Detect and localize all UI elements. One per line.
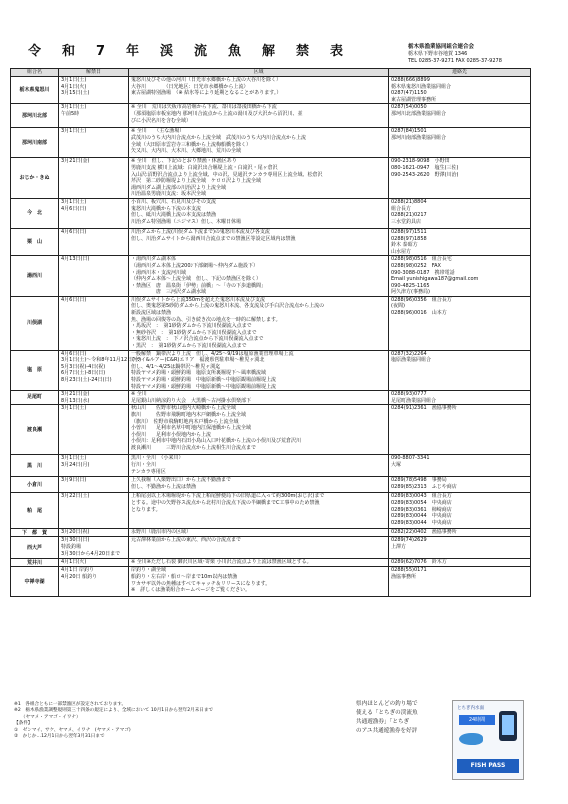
area-cell (129, 77, 389, 104)
area-cell (129, 256, 389, 297)
release-date: 4月6日(日) (59, 228, 129, 255)
badge-top: とちぎ内水面 (457, 706, 484, 711)
area-line: 小曽川 足利市名草中町地内江保池橋から上流全域 (131, 425, 252, 432)
table-row (11, 104, 531, 128)
release-date: 3月1日(土) 4月1日(火) 3月15日(土) (59, 77, 129, 104)
promo-line: のアユ共通遊漁券を好評 (356, 728, 418, 734)
area-cell (129, 296, 389, 350)
contact-line: 090-4825-1165 (391, 282, 430, 289)
release-date: 3月30日(日) 特設釣場 3月30日から4月20日まで (59, 537, 129, 559)
footnote: （ヤマメ・アマゴ・イワナ） (14, 714, 81, 720)
contact-line: 0287(47)1150 (391, 90, 427, 97)
area-line: 川治温泉男鹿川支流：坂本沢全域 (131, 191, 207, 198)
contact-line: 0284(91)2361 漁協事務所 (391, 405, 457, 412)
contact-line: 0288(97)1511 (391, 228, 427, 235)
area-cell (129, 104, 389, 128)
area-line: ※ 全川※ただし石裂 御沢川区域･寄栗 小川沢合流点より上流は禁漁区域とする。 (131, 559, 312, 566)
area-line: ※ 詳しくは漁業組合ホームページをご覧ください。 (131, 587, 251, 594)
union-name: 小倉川 (11, 477, 59, 493)
release-date: 3月1日(土) 3月24日(月) (59, 455, 129, 477)
header-date: 解禁日 (59, 69, 129, 77)
area-line: ※ 全川 但し、下記のとおり禁漁・休漁区あり (131, 158, 237, 165)
contact-line: 鈴木 泰昭方 (391, 242, 418, 249)
contact-line: 足尾町漁業協同組合 (391, 397, 437, 404)
contact-line: 0288(98)0252 FAX (391, 262, 441, 269)
union-name: 栃木県鬼怒川 (11, 77, 59, 104)
area-line: ・湯西川ダム湖本体 (131, 256, 177, 263)
release-date: 4月13日(日) (59, 256, 129, 297)
table-row (11, 158, 531, 199)
union-name: 荒井川 (11, 559, 59, 567)
fish-pass-badge[interactable] (452, 700, 524, 780)
area-line: 唐 三河沢ダム湖水域 (131, 289, 207, 296)
contact-line: 0289(83)0044 中央商店 (391, 513, 452, 520)
release-date: 3月9日(日) (59, 477, 129, 493)
area-cell (129, 559, 389, 567)
contact-line: 那珂川南部漁業協同組合 (391, 134, 447, 141)
contact-cell (389, 529, 531, 537)
area-line: 元古澤林業前から上流の東沢、西沢の合流点まで (131, 537, 242, 544)
table-row (11, 559, 531, 567)
area-line: ・黒沢 ： 第1砂防ダムから下流川俣湖流入点まで (131, 343, 247, 350)
area-line: ・禁漁区 唐 温泉街「伊勢」前橋」～「寺の下歩道橋間」 (131, 282, 267, 289)
area-line: 但し、砥川大滝橋上流の本支流は禁漁 (131, 212, 217, 219)
union-name: 今 北 (11, 198, 59, 228)
contact-line: 三水堂釣具店 (391, 218, 422, 225)
contact-line: 0287(32)2264 (391, 350, 427, 357)
contact-line: 山水屋方 (391, 248, 412, 255)
promo-line: 使える「とちぎの渓流魚 (356, 710, 418, 716)
release-date: 3月22日(土) (59, 493, 129, 529)
contact-line: 0288(98)0516 組合長宅 (391, 256, 452, 263)
promo-line: 県内ほとんどの釣り場で (356, 701, 418, 707)
table-row (11, 493, 531, 529)
area-line: 岸釣り・湖全域 (131, 567, 167, 574)
table-row (11, 350, 531, 391)
area-line: （那須塩原市板室地内 那珂川合流点から上流の湯川及び大沢から沼沢川、並 (131, 110, 303, 117)
area-line: 矢又川、大内川、大木川、大郷地川、荒川の全域 (131, 148, 242, 155)
release-date: 3月1日(土) (59, 128, 129, 158)
union-name: 塩 原 (11, 350, 59, 391)
contact-line: 0288(93)0777 (391, 391, 427, 398)
release-date: 4月6日(日) 3月1日(土)～令和8年11月12日(水) 5月3日(祝)-4日(祝) 6月7日(土)-8日(日) 8月23日(土)-24日(日) (59, 350, 129, 391)
contact-line: 塩原漁業協同組合 (391, 357, 432, 364)
area-cell (129, 529, 389, 537)
table-header-row (11, 69, 531, 77)
contact-line: 0287(54)0050 (391, 104, 427, 111)
area-line: 上粕尾羽以上木場堰堤から下流上粕尾鮮便局下の旧県道に入って約300m(おじ沢)まで (131, 493, 325, 500)
area-line: テンカラ専用区 (131, 468, 166, 475)
header-union: 組合名 (11, 69, 59, 77)
area-line: 男鹿川支流 横川上流域：白滝沢出合堰堤上流・白滝沢・尾ヶ倉沢 (131, 164, 278, 171)
union-name: 中禅寺湖 (11, 567, 59, 597)
contact-line: 080-1621-0947 塩生(三佐) (391, 164, 459, 171)
area-line: ワカサギ以外の魚種はすべてキャッチ＆リリースになります。 (131, 580, 271, 587)
area-line: 魚、漁場の回復等の為、引き続き次の地点を一時的に解禁します。 (131, 316, 281, 323)
area-line: ・鬼怒川上流 ： 下ノ沢合流点から下流川俣湖流入点まで (131, 336, 264, 343)
table-row (11, 567, 531, 597)
contact-cell (389, 77, 531, 104)
union-name: 西大芦 (11, 537, 59, 559)
area-line: 船釣り・左右岸・船ロ～岸まで10m以内は禁漁 (131, 573, 238, 580)
contact-line: 0289(83)0043 組合長方 (391, 493, 452, 500)
area-cell (129, 567, 389, 597)
contact-line: 0289(85)2313 ふじや商店 (391, 483, 457, 490)
area-line: 一般解禁 鍋帯沢より上流 但し、4/25～9/19は塩原漁業管理車場上流 (131, 350, 294, 357)
contact-line: 0288(666)8899 (391, 77, 430, 83)
footnote: ① ゼンマイ、サケ、ヤマメ、イワナ (ヤマメ・アマゴ) (14, 727, 131, 733)
area-line: ・馬坂沢 ： 第1砂防ダムから下流川俣湖流入点まで (131, 323, 252, 330)
area-line: ※ 全川 荒川は矢板市高岩堰から下流、箒川は箒浅田橋から下流 (131, 104, 277, 111)
release-date: 3月20日(祝) (59, 529, 129, 537)
contact-cell (389, 104, 531, 128)
area-line: 芹沢 第二砂防堰堤より上流全域 ケロロ沢より上流全域 (131, 178, 262, 185)
contact-line: 0288(96)0016 山本方 (391, 310, 447, 317)
contact-line: 090-2543-2620 野澤(川治) (391, 171, 459, 178)
contact-cell (389, 477, 531, 493)
table-row (11, 391, 531, 405)
contact-line: 090-2318-9098 小野田 (391, 158, 450, 165)
area-line: （旗川） 佐野市飛駒町地内木戸橋から上流全域 (131, 418, 239, 425)
contact-cell (389, 559, 531, 567)
table-body (11, 77, 531, 597)
area-line: 但し、不勤漁から上流は禁漁 (131, 483, 197, 490)
smartphone-icon (499, 711, 517, 741)
area-line: 特設ヤマメ釣場・頭鮮釣場 中塩原新橋～中塩原観場前堰堤上流 (131, 383, 277, 390)
table-row (11, 128, 531, 158)
contact-line: 阿久津方(事務局) (391, 289, 430, 296)
area-cell (129, 391, 389, 405)
area-line: 東古屋湖特別漁場 （※ 結氷等により延期となることがあります。） (131, 90, 282, 97)
badge-name: FISH PASS (457, 759, 519, 773)
contact-cell (389, 296, 531, 350)
area-line: 鬼怒川大滝橋から下流の本支流 (131, 205, 202, 212)
contact-line: 0288(55)0171 (391, 567, 427, 574)
area-line: 旗川 佐野市飛駒町地内木戸網橋から上流全域 (131, 411, 247, 418)
area-line: 武茂川のうち大内川合流点から上流全域 武茂川のうち大内川合流点から上流 (131, 134, 307, 141)
area-line: 川俣ダムサイトから上流350mを超えた鬼怒川本流及び支流 (131, 296, 265, 303)
area-line: 特設ヤマメ釣場・頭鮮釣場 塩原支所裏堰堤下～風車橋流域 (131, 370, 267, 377)
contact-line: 0288(96)0356 組合長方 (391, 296, 452, 303)
area-line: 但し、川治ダムサイトから湯西川合流点までの禁漁区等設定区域内は禁漁 (131, 235, 296, 242)
area-line: 大谷川 （日光地区：日光市水郷橋から上流） (131, 83, 249, 90)
ticket-promo (356, 700, 418, 736)
release-date: 4月1日 岸釣り 4月20日 船釣り (59, 567, 129, 597)
union-name: 栗 山 (11, 228, 59, 255)
contact-line: 0289(83)0361 柿崎商店 (391, 506, 452, 513)
area-cell (129, 158, 389, 199)
area-cell (129, 128, 389, 158)
area-line: 新設流区域は禁漁 (131, 310, 172, 317)
contact-line: 090-8807-3341 (391, 455, 430, 462)
contact-line: 0288(21)0217 (391, 212, 427, 219)
contact-cell (389, 256, 531, 297)
contact-cell (389, 455, 531, 477)
area-cell (129, 477, 389, 493)
contact-cell (389, 405, 531, 455)
area-cell (129, 198, 389, 228)
union-name: 下 都 賀 (11, 529, 59, 537)
area-line: ※ 全川 （主な漁場） (131, 128, 185, 135)
table-row (11, 228, 531, 255)
area-line: 足尾銀山川納涼釣り大会 大黒橋～古河掛水倶楽部下 (131, 397, 252, 404)
area-line: 但し、4/1～4/25は鍋帯沢～稚児ヶ渕迄 (131, 363, 221, 370)
release-date: 3月21日(金) 8月13日(水) (59, 391, 129, 405)
contact-cell (389, 198, 531, 228)
area-line: 全域（大田原市雲岩寺三和橋から上流梅船橋を除く） (131, 141, 252, 148)
union-name: 川俣湖 (11, 296, 59, 350)
contact-cell (389, 391, 531, 405)
header-contact: 連絡先 (389, 69, 531, 77)
contact-line: (夜間) (391, 303, 405, 310)
area-line: 小俣川 足利市小俣地内から上流 (131, 431, 212, 438)
area-line: となります。 (131, 506, 161, 513)
contact-cell (389, 567, 531, 597)
area-line: 特設ヤマメ釣場・頭鮮釣場 中塩原新橋～中塩原観場前堰堤上流 (131, 377, 277, 383)
release-table (10, 68, 531, 597)
org-name: 栃木県漁業協同組合連合会 (408, 44, 475, 50)
area-line: 湯西川ダム湖上流部の川治沢より上流全域 (131, 184, 227, 191)
header-area: 区域 (129, 69, 389, 77)
footnote: 【条件】 (14, 721, 33, 727)
contact-cell (389, 493, 531, 529)
union-name: 足尾町 (11, 391, 59, 405)
area-line: （仲内ダム本体～上流全域 但し、下記の禁漁区を除く） (131, 276, 262, 283)
area-line: 川治ダムから上流(川俣ダム下流まで)の鬼怒川本流及び各支流 (131, 228, 270, 235)
table-row (11, 198, 531, 228)
contact-line: 0289(74)2629 (391, 537, 427, 544)
org-tel: TEL 0285-37-9271 FAX 0285-37-9278 (408, 58, 502, 64)
table-row (11, 296, 531, 350)
footnote: ② かじか…12月1日から翌年3月31日まで (14, 734, 105, 740)
contact-line: 組合長方 (391, 205, 412, 212)
contact-line: 上澤方 (391, 543, 407, 550)
area-line: 秋山川 佐野市秋山地内大崎橋から上流全域 (131, 405, 237, 412)
area-line: 行川・全川 (131, 461, 157, 468)
promo-line: 共通遊漁券」「とちぎ (356, 719, 410, 725)
area-line: フライ&ルアー(C&R)エリア 福渡県営駐車場～稚児ヶ渕北 (131, 357, 265, 364)
area-line: 但し、奥鬼怒第5砂防ダムから上流の鬼怒川本流、各支流及び手白沢合流点から上流の (131, 303, 325, 310)
table-row (11, 455, 531, 477)
table-row (11, 77, 531, 104)
area-line: 黒川・全川 （小来川） (131, 455, 184, 462)
contact-line: 0288(21)8804 (391, 198, 427, 205)
area-cell (129, 350, 389, 391)
contact-line: 0289(78)5498 事務局 (391, 477, 447, 484)
area-line: 小俣川：足利市中地内石田小鳥山入口叶花橋から上流の小俣川及び荒倉沢川 (131, 438, 302, 445)
page-title: 令和7年渓流魚解禁表 (28, 44, 365, 59)
union-name: 湯西川 (11, 256, 59, 297)
table-row (11, 477, 531, 493)
area-line: びに小沢名川を含む全域） (131, 117, 192, 124)
contact-line: 大塚 (391, 461, 402, 468)
contact-cell (389, 158, 531, 199)
release-date: 3月21日(金) (59, 158, 129, 199)
area-cell (129, 228, 389, 255)
contact-line: 東古屋湖管理事務所 (391, 96, 437, 103)
release-date: 4月6日(日) (59, 296, 129, 350)
org-info (408, 44, 502, 65)
area-line: 永野川（鹿沼市内の区域） (131, 529, 192, 536)
union-name: 那珂川北部 (11, 104, 59, 128)
contact-cell (389, 128, 531, 158)
union-name: おじか・きぬ (11, 158, 59, 199)
area-line: 渡良瀬川 三野川合流点から上流相生川合流点まで (131, 444, 257, 451)
release-date: 4月1日(火) (59, 559, 129, 567)
area-cell (129, 455, 389, 477)
contact-line: 0287(84)1501 (391, 128, 427, 135)
area-line: （湯西川ダム本体上流200ﾝ下部網場～仲内ダム施設下） (131, 262, 259, 269)
contact-line: 栃木県鬼怒川漁業協同組合 (391, 83, 452, 90)
area-line: ・湯西川本・支流河川域 (131, 269, 187, 276)
contact-cell (389, 350, 531, 391)
badge-tag: 24時間 (459, 715, 495, 725)
area-cell (129, 537, 389, 559)
fish-icon (459, 733, 483, 745)
footnotes (14, 702, 374, 740)
area-line: 鬼怒川及びその他の河川（日光市水郷橋から上流の大谷川を除く） (131, 77, 282, 83)
release-date: 3月1日(土) (59, 405, 129, 455)
contact-line: 0289(83)0044 中央商店 (391, 519, 452, 526)
contact-line: 0288(97)1858 (391, 235, 427, 242)
contact-cell (389, 228, 531, 255)
release-date: 3月1日(土) 4月6日(日) (59, 198, 129, 228)
area-line: 上久我堰（入栗野出口）から上流不勤漁まで (131, 477, 232, 484)
contact-line: 那珂川北部漁業協同組合 (391, 110, 447, 117)
contact-line: Email yunishigawa187@gmail.com (391, 276, 479, 283)
union-name: 那珂川南部 (11, 128, 59, 158)
contact-line: 0282(22)0402 漁協事務所 (391, 529, 457, 536)
union-name: 黒 川 (11, 455, 59, 477)
area-cell (129, 405, 389, 455)
area-cell (129, 493, 389, 529)
union-name: 粕 尾 (11, 493, 59, 529)
contact-line: 0289(83)0054 中央商店 (391, 499, 452, 506)
area-line: ・無砂谷沢 ： 第1砂防ダムから下流川俣湖流入点まで (131, 329, 257, 336)
area-line: 川治ダム特別漁場（ニジマス）但し、木曜日休場 (131, 218, 242, 225)
area-line: とする。途中の矢野谷ス流点から北村川合流点下流の半綱橋までC工事中のため禁漁 (131, 499, 320, 506)
footnote: ※1 各組合ともに一部禁漁区が設定されております。 (14, 702, 127, 707)
contact-cell (389, 537, 531, 559)
area-line: 小百川、板穴川、石見川及びその支流 (131, 198, 217, 205)
contact-line: 090-3088-0187 携帯電話 (391, 269, 455, 276)
org-address: 栃木県下野市谷地賀 1346 (408, 51, 468, 57)
union-name: 渡良瀬 (11, 405, 59, 455)
table-row (11, 256, 531, 297)
release-date: 3月1日(土) 午前5時 (59, 104, 129, 128)
table-row (11, 405, 531, 455)
footnote: ※2 栃木県漁業調整規則第三十四条の規定により、全域において 10月1日から翌年2月末日まで (14, 708, 214, 714)
area-line: 入山沢:沼野沢合流点より上流全域、中の沢、見通沢テンカラ専用区上流全域、松倉沢 (131, 171, 323, 178)
contact-line: 0289(62)7076 鈴木方 (391, 559, 447, 566)
table-row (11, 537, 531, 559)
area-line: ※ 全川 (131, 391, 147, 398)
table-row (11, 529, 531, 537)
contact-line: 漁協事務所 (391, 573, 417, 580)
